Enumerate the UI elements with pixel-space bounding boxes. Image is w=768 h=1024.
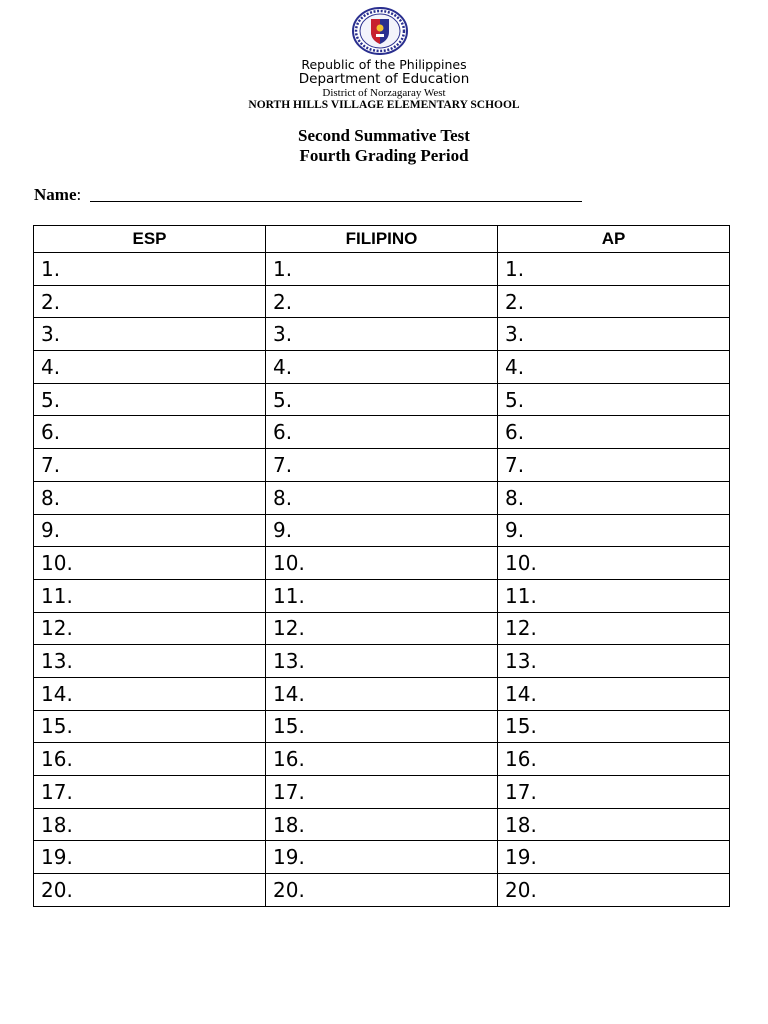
- answer-cell-esp[interactable]: 18.: [34, 808, 266, 841]
- answer-cell-filipino[interactable]: 11.: [266, 579, 498, 612]
- table-row: [34, 481, 730, 514]
- name-colon: :: [76, 185, 82, 204]
- answer-cell-filipino[interactable]: 15.: [266, 710, 498, 743]
- answer-cell-filipino[interactable]: 2.: [266, 285, 498, 318]
- answer-cell-ap[interactable]: 15.: [498, 710, 730, 743]
- answer-cell-esp[interactable]: 17.: [34, 776, 266, 809]
- answer-cell-filipino[interactable]: 10.: [266, 547, 498, 580]
- answer-cell-esp[interactable]: 10.: [34, 547, 266, 580]
- answer-cell-esp[interactable]: 3.: [34, 318, 266, 351]
- answer-cell-esp[interactable]: 15.: [34, 710, 266, 743]
- answer-cell-filipino[interactable]: 16.: [266, 743, 498, 776]
- department-label: Department of Education: [298, 71, 470, 87]
- table-row: [34, 808, 730, 841]
- answer-cell-esp[interactable]: 1.: [34, 253, 266, 286]
- answer-cell-filipino[interactable]: 8.: [266, 481, 498, 514]
- answer-cell-ap[interactable]: 16.: [498, 743, 730, 776]
- table-row: [34, 677, 730, 710]
- name-input-line[interactable]: [90, 201, 582, 202]
- answer-cell-ap[interactable]: 11.: [498, 579, 730, 612]
- answer-cell-filipino[interactable]: 3.: [266, 318, 498, 351]
- answer-table: [33, 225, 730, 907]
- answer-cell-ap[interactable]: 19.: [498, 841, 730, 874]
- table-row: [34, 285, 730, 318]
- table-row: [34, 416, 730, 449]
- answer-cell-esp[interactable]: 5.: [34, 383, 266, 416]
- answer-cell-filipino[interactable]: 4.: [266, 351, 498, 384]
- test-title: Second Summative Test: [298, 126, 470, 145]
- answer-cell-ap[interactable]: 20.: [498, 874, 730, 907]
- table-row: [34, 449, 730, 482]
- table-row: [34, 253, 730, 286]
- name-field: [34, 185, 81, 205]
- answer-cell-ap[interactable]: 1.: [498, 253, 730, 286]
- answer-cell-ap[interactable]: 18.: [498, 808, 730, 841]
- table-row: [34, 383, 730, 416]
- answer-cell-esp[interactable]: 6.: [34, 416, 266, 449]
- answer-cell-esp[interactable]: 2.: [34, 285, 266, 318]
- answer-cell-ap[interactable]: 12.: [498, 612, 730, 645]
- table-row: [34, 645, 730, 678]
- answer-cell-filipino[interactable]: 7.: [266, 449, 498, 482]
- answer-cell-esp[interactable]: 4.: [34, 351, 266, 384]
- answer-cell-ap[interactable]: 3.: [498, 318, 730, 351]
- column-header-ap: AP: [498, 226, 730, 253]
- answer-cell-esp[interactable]: 14.: [34, 677, 266, 710]
- answer-cell-filipino[interactable]: 6.: [266, 416, 498, 449]
- answer-cell-ap[interactable]: 13.: [498, 645, 730, 678]
- table-row: [34, 743, 730, 776]
- answer-cell-filipino[interactable]: 13.: [266, 645, 498, 678]
- answer-cell-esp[interactable]: 11.: [34, 579, 266, 612]
- answer-cell-ap[interactable]: 8.: [498, 481, 730, 514]
- answer-cell-filipino[interactable]: 12.: [266, 612, 498, 645]
- answer-cell-esp[interactable]: 9.: [34, 514, 266, 547]
- answer-cell-ap[interactable]: 2.: [498, 285, 730, 318]
- deped-seal-icon: [351, 7, 409, 55]
- answer-cell-filipino[interactable]: 5.: [266, 383, 498, 416]
- table-row: [34, 841, 730, 874]
- answer-cell-ap[interactable]: 7.: [498, 449, 730, 482]
- answer-cell-esp[interactable]: 12.: [34, 612, 266, 645]
- answer-cell-filipino[interactable]: 14.: [266, 677, 498, 710]
- answer-cell-ap[interactable]: 10.: [498, 547, 730, 580]
- answer-cell-ap[interactable]: 17.: [498, 776, 730, 809]
- table-row: [34, 547, 730, 580]
- answer-rows: [34, 253, 730, 907]
- answer-cell-ap[interactable]: 4.: [498, 351, 730, 384]
- answer-cell-esp[interactable]: 7.: [34, 449, 266, 482]
- answer-cell-esp[interactable]: 20.: [34, 874, 266, 907]
- answer-cell-ap[interactable]: 5.: [498, 383, 730, 416]
- school-name: NORTH HILLS VILLAGE ELEMENTARY SCHOOL: [248, 99, 520, 111]
- answer-cell-filipino[interactable]: 9.: [266, 514, 498, 547]
- table-header-row: [34, 226, 730, 253]
- table-row: [34, 514, 730, 547]
- column-header-esp: ESP: [34, 226, 266, 253]
- answer-cell-esp[interactable]: 8.: [34, 481, 266, 514]
- answer-cell-filipino[interactable]: 19.: [266, 841, 498, 874]
- answer-cell-esp[interactable]: 16.: [34, 743, 266, 776]
- grading-period: Fourth Grading Period: [299, 146, 469, 165]
- district-label: District of Norzagaray West: [322, 87, 446, 99]
- answer-cell-filipino[interactable]: 20.: [266, 874, 498, 907]
- answer-cell-esp[interactable]: 19.: [34, 841, 266, 874]
- table-row: [34, 579, 730, 612]
- republic-label: Republic of the Philippines: [301, 57, 467, 72]
- answer-cell-filipino[interactable]: 1.: [266, 253, 498, 286]
- answer-cell-ap[interactable]: 6.: [498, 416, 730, 449]
- table-row: [34, 318, 730, 351]
- answer-cell-filipino[interactable]: 18.: [266, 808, 498, 841]
- answer-cell-esp[interactable]: 13.: [34, 645, 266, 678]
- answer-cell-filipino[interactable]: 17.: [266, 776, 498, 809]
- table-row: [34, 776, 730, 809]
- answer-cell-ap[interactable]: 14.: [498, 677, 730, 710]
- answer-cell-ap[interactable]: 9.: [498, 514, 730, 547]
- table-row: [34, 710, 730, 743]
- name-label: Name: [34, 185, 77, 204]
- table-row: [34, 351, 730, 384]
- table-row: [34, 874, 730, 907]
- table-row: [34, 612, 730, 645]
- column-header-filipino: FILIPINO: [266, 226, 498, 253]
